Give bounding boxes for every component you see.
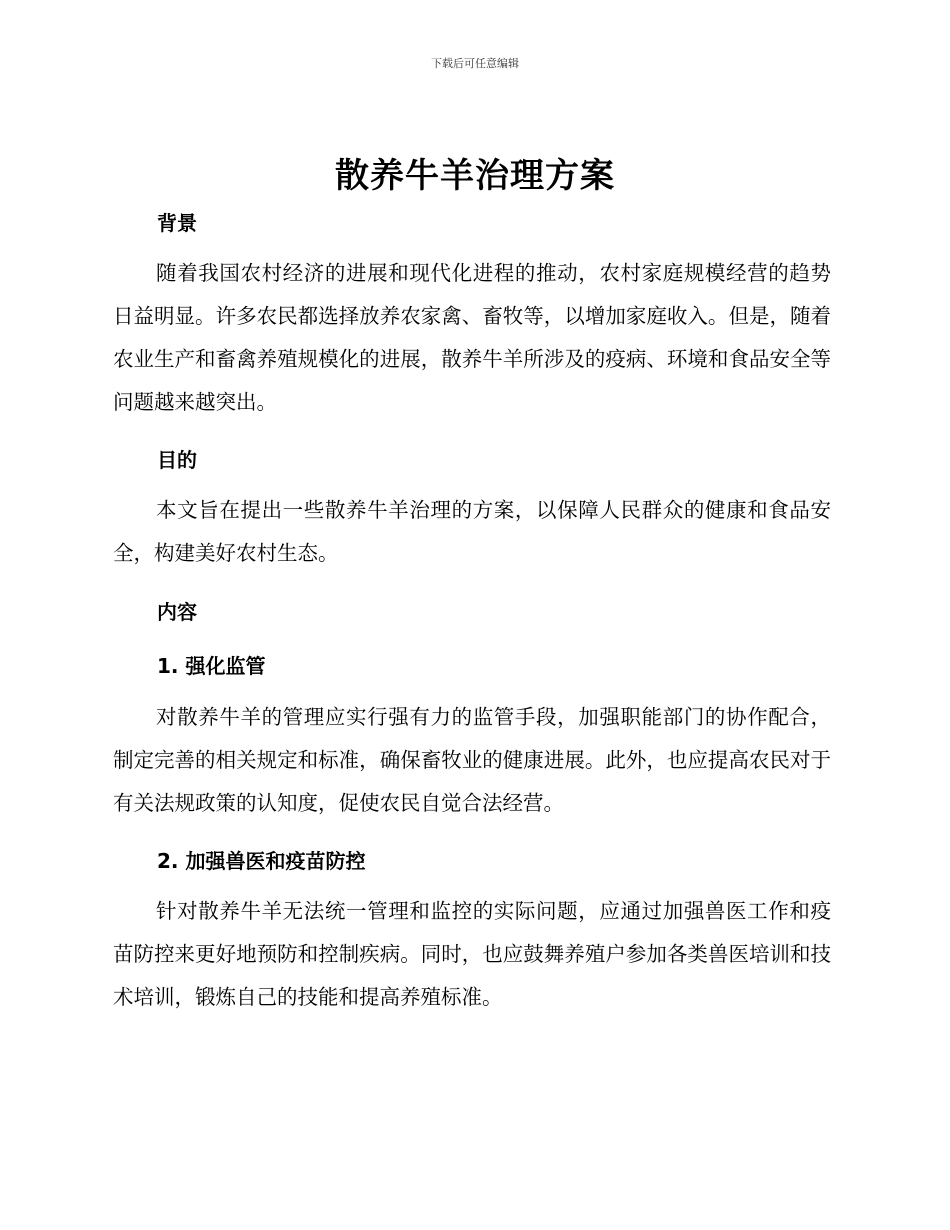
section-heading-strengthen-supervision: 1. 强化监管: [157, 654, 266, 678]
section-paragraph-veterinary-vaccine: 针对散养牛羊无法统一管理和监控的实际问题，应通过加强兽医工作和疫苗防控来更好地预防和控制疾病。同时，也应鼓舞养殖户参加各类兽医培训和技术培训，锻炼自己的技能和提高养殖标准。: [113, 899, 831, 1009]
page-header-note: 下载后可任意编辑: [431, 57, 519, 70]
section-heading-background: 背景: [157, 211, 197, 235]
document-title: 散养牛羊治理方案: [335, 156, 615, 196]
section-heading-veterinary-vaccine: 2. 加强兽医和疫苗防控: [157, 849, 366, 873]
section-heading-purpose: 目的: [157, 448, 197, 472]
section-paragraph-background: 随着我国农村经济的进展和现代化进程的推动，农村家庭规模经营的趋势日益明显。许多农民都选择放养农家禽、畜牧等，以增加家庭收入。但是，随着农业生产和畜禽养殖规模化的进展，散养牛羊所涉及的疫病、环境和食品安全等问题越来越突出。: [113, 261, 831, 414]
section-paragraph-strengthen-supervision: 对散养牛羊的管理应实行强有力的监管手段，加强职能部门的协作配合，制定完善的相关规定和标准，确保畜牧业的健康进展。此外，也应提高农民对于有关法规政策的认知度，促使农民自觉合法经营。: [113, 705, 831, 815]
section-paragraph-purpose: 本文旨在提出一些散养牛羊治理的方案，以保障人民群众的健康和食品安全，构建美好农村生态。: [113, 498, 831, 565]
section-heading-content: 内容: [157, 600, 197, 624]
